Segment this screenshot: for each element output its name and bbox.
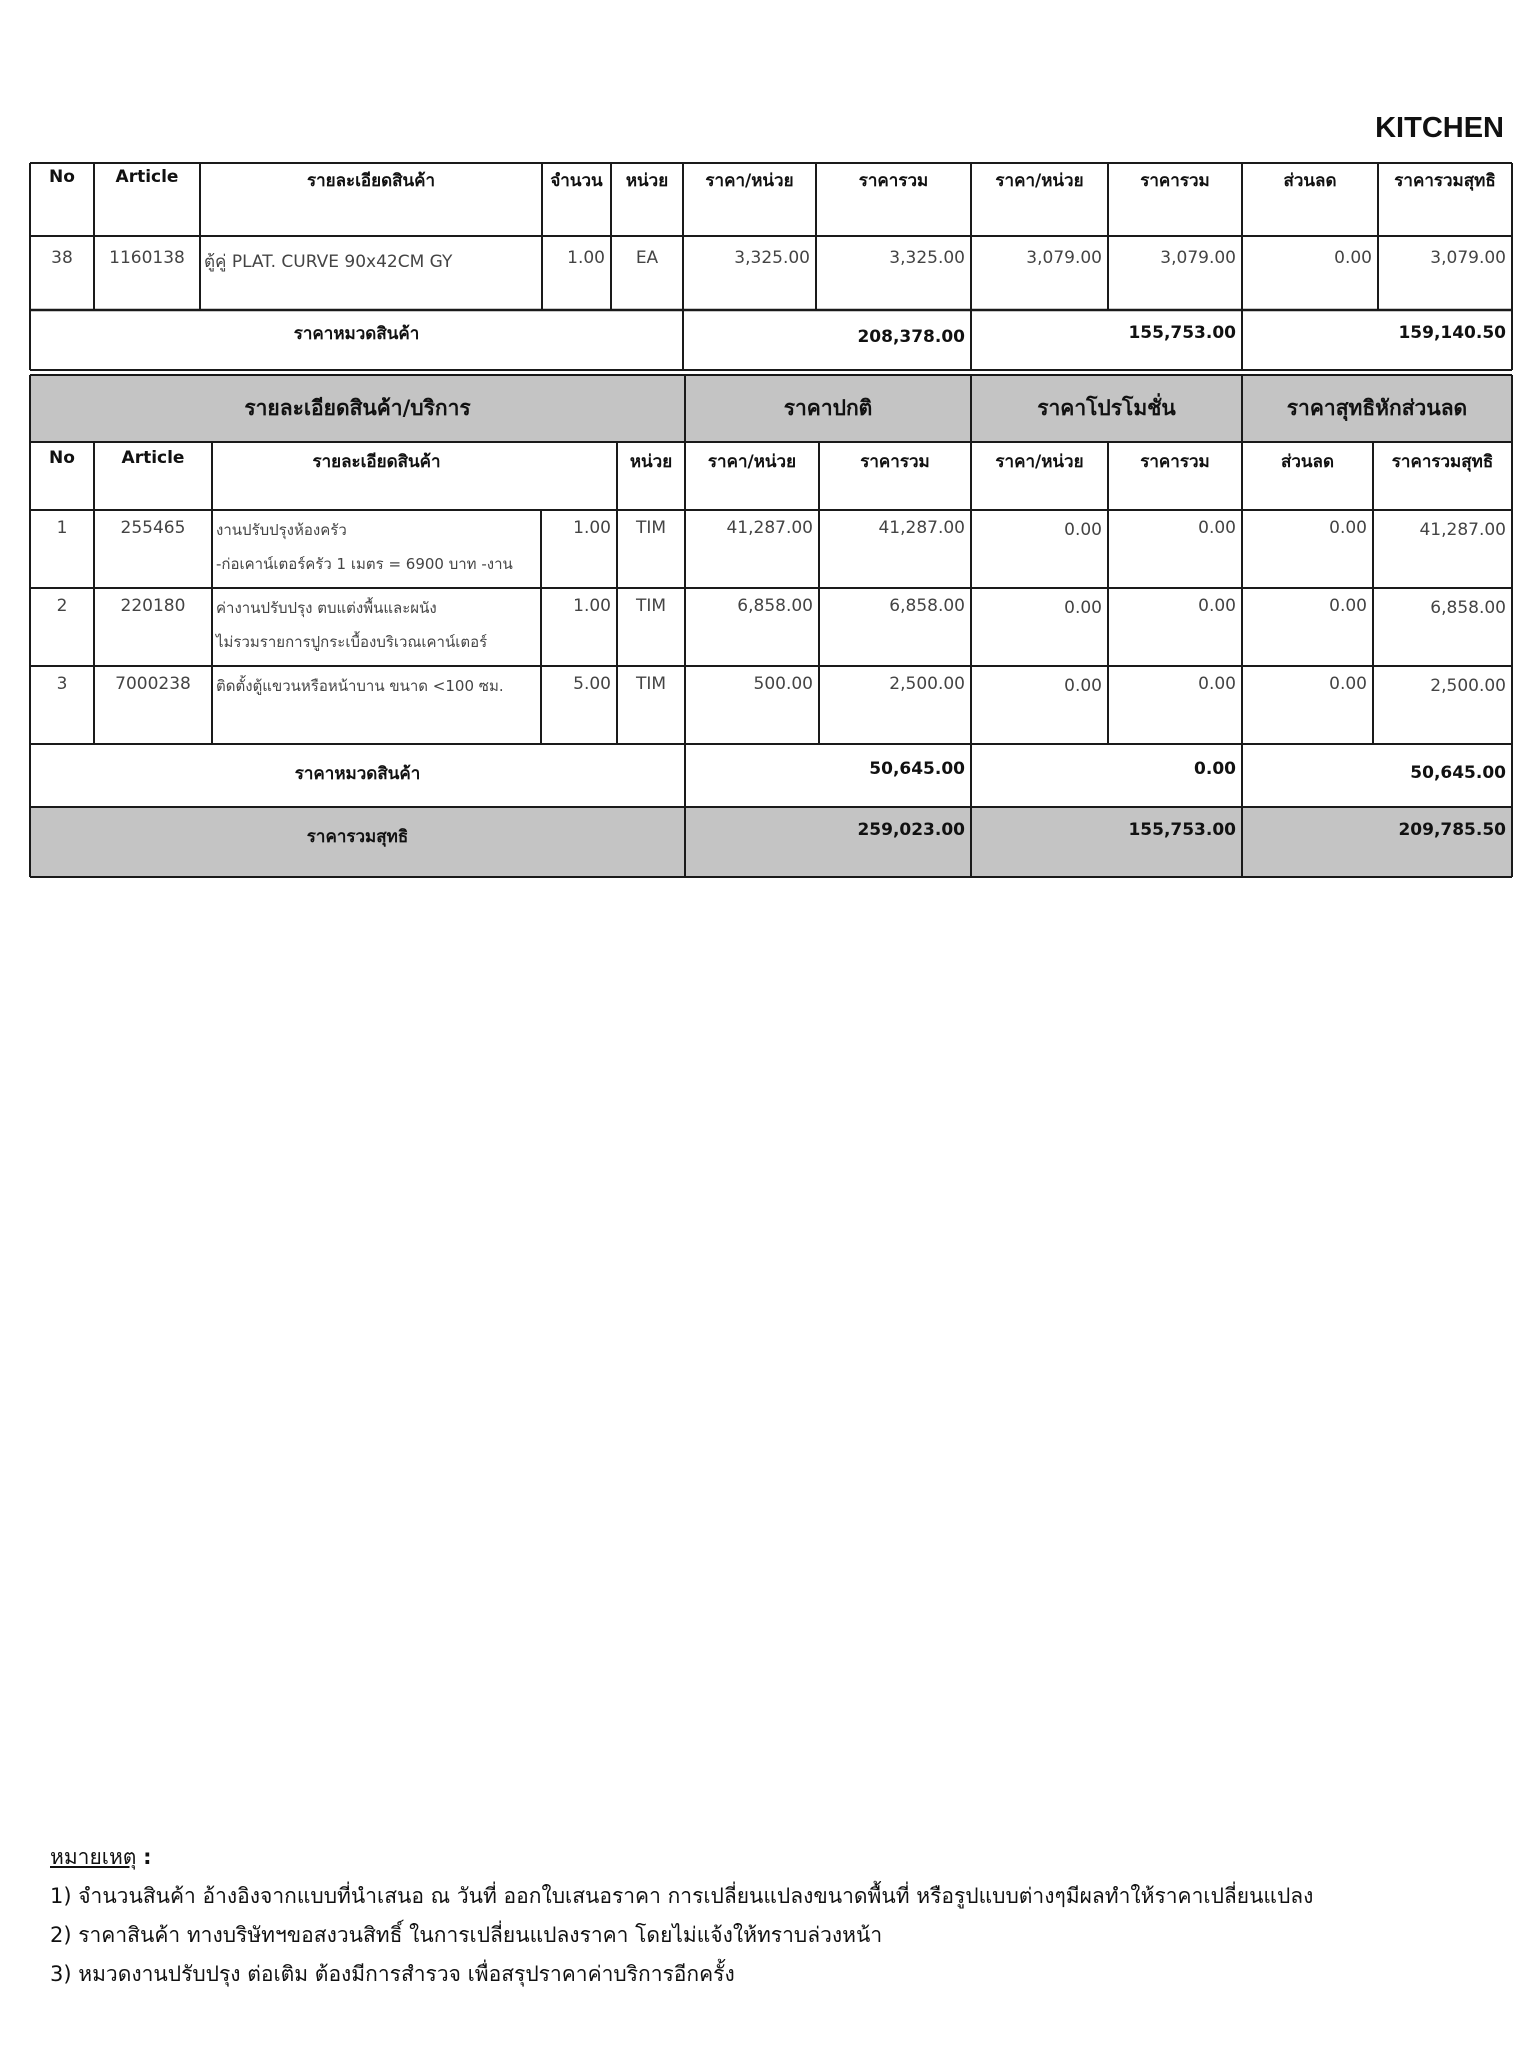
column-header: หน่วย [629,452,673,472]
note-line: 3) หมวดงานปรับปรุง ต่อเติม ต้องมีการสำรวจ เพื่อสรุปราคาค่าบริการอีกครั้ง [50,1962,735,1986]
column-header: ราคารวมสุทธิ [1394,171,1496,191]
grand-total-value: 209,785.50 [1398,820,1506,840]
subtotal-value: 159,140.50 [1398,323,1506,343]
column-header: No [49,167,75,187]
column-header: ราคา/หน่วย [995,452,1084,472]
table-cell: ค่างานปรับปรุง ตบแต่งพื้นและผนัง [216,599,437,617]
subtotal-value: 0.00 [1194,759,1236,779]
column-header: ราคารวม [860,452,930,472]
table-cell: 3,079.00 [1160,248,1236,268]
subtotal-value: 208,378.00 [857,327,965,347]
table-cell: 2 [56,596,68,616]
table-cell: ตู้คู่ PLAT. CURVE 90x42CM GY [204,252,453,272]
table-cell: งานปรับปรุงห้องครัว [216,521,347,539]
table-cell: 41,287.00 [1419,520,1506,540]
column-header: ราคา/หน่วย [707,452,797,472]
table-cell: TIM [635,674,667,694]
table-cell: 1 [56,518,68,538]
grand-total-value: 259,023.00 [857,820,965,840]
column-header: Article [121,448,185,468]
table-cell: 0.00 [1329,596,1367,616]
table-cell: TIM [635,518,667,538]
column-header: No [49,448,75,468]
table-cell: 500.00 [753,674,813,694]
table-cell: 0.00 [1064,520,1102,540]
table-cell: 1160138 [109,248,185,268]
grand-total-label: ราคารวมสุทธิ [306,826,409,847]
column-header: ราคารวม [1140,452,1210,472]
table-cell: 38 [51,248,73,268]
table-cell: 0.00 [1198,674,1236,694]
column-header: หน่วย [625,171,669,191]
table-cell: 0.00 [1198,518,1236,538]
table-cell: 3,079.00 [1026,248,1102,268]
table-cell: 5.00 [573,674,611,694]
table-cell: 0.00 [1334,248,1372,268]
table-cell: EA [635,248,659,268]
column-header: ราคารวม [1140,171,1210,191]
section-header: ราคาโปรโมชั่น [1037,396,1176,420]
table-cell: 0.00 [1329,674,1367,694]
table-cell: 1.00 [573,596,611,616]
column-header: ราคารวมสุทธิ [1391,452,1494,472]
subtotal-value: 155,753.00 [1128,323,1236,343]
notes-label: หมายเหตุ [50,1845,137,1869]
column-header: ส่วนลด [1280,452,1334,472]
column-header: ราคารวม [858,171,929,191]
column-header: จำนวน [550,171,603,191]
table-cell: 6,858.00 [889,596,965,616]
table-cell: TIM [635,596,667,616]
notes-section: หมายเหตุ : 1) จำนวนสินค้า อ้างอิงจากแบบที่นำเสนอ ณ วันที่ ออกใบเสนอราคา การเปลี่ยนแปลงขนาดพื้นที่ หรือรูปแบบต่างๆมีผลทำให้ราคาเปลี่ยนแปลง 2) ราคาสินค้า ทางบริษัทฯขอสงวนสิทธิ์ ในการเปลี่ยนแปลงราคา โดยไม่แจ้งให้ทราบล่วงหน้า 3) หมวดงานปรับปรุง ต่อเติม ต้องมีการสำรวจ เพื่อสรุปราคาค่าบริการอีกครั้ง [50,1838,1313,1994]
table-cell: 3 [56,674,68,694]
column-header: ราคา/หน่วย [995,171,1084,191]
table-cell: ไม่รวมรายการปูกระเบื้องบริเวณเคาน์เตอร์ [216,633,488,651]
column-header: รายละเอียดสินค้า [312,452,441,472]
table-cell: 41,287.00 [878,518,965,538]
subtotal-value: 50,645.00 [1410,763,1506,783]
note-line: 2) ราคาสินค้า ทางบริษัทฯขอสงวนสิทธิ์ ในการเปลี่ยนแปลงราคา โดยไม่แจ้งให้ทราบล่วงหน้า [50,1923,883,1947]
table-cell: 0.00 [1064,676,1102,696]
table-cell: 6,858.00 [737,596,813,616]
table-cell: 7000238 [115,674,191,694]
table-cell: 255465 [120,518,186,538]
table-cell: 0.00 [1198,596,1236,616]
table-cell: ติดตั้งตู้แขวนหรือหน้าบาน ขนาด <100 ซม. [216,677,504,695]
document-title: KITCHEN [1375,112,1504,144]
table-cell: 6,858.00 [1430,598,1506,618]
table-cell: 0.00 [1329,518,1367,538]
column-header: ราคา/หน่วย [705,171,794,191]
table-cell: 1.00 [573,518,611,538]
table-cell: 2,500.00 [1430,676,1506,696]
column-header: รายละเอียดสินค้า [306,171,436,191]
section-header: รายละเอียดสินค้า/บริการ [244,396,471,420]
note-line: 1) จำนวนสินค้า อ้างอิงจากแบบที่นำเสนอ ณ วันที่ ออกใบเสนอราคา การเปลี่ยนแปลงขนาดพื้นที่ หรือรูปแบบต่างๆมีผลทำให้ราคาเปลี่ยนแปลง [50,1884,1314,1908]
table-cell: 0.00 [1064,598,1102,618]
table-cell: 3,079.00 [1430,248,1506,268]
grand-total-value: 155,753.00 [1128,820,1236,840]
table-cell [212,708,541,734]
section-header: ราคาสุทธิหักส่วนลด [1286,396,1468,420]
subtotal-value: 50,645.00 [869,759,965,779]
table-cell: 3,325.00 [734,248,810,268]
section-header: ราคาปกติ [783,396,873,420]
table-cell: 220180 [120,596,186,616]
column-header: ส่วนลด [1283,171,1337,191]
column-header: Article [115,167,179,187]
table-cell: 1.00 [567,248,605,268]
table-cell: -ก่อเคาน์เตอร์ครัว 1 เมตร = 6900 บาท -งาน [216,555,513,573]
subtotal-label: ราคาหมวดสินค้า [293,323,420,344]
table-cell: 41,287.00 [726,518,813,538]
subtotal-label: ราคาหมวดสินค้า [294,763,421,784]
table-cell: 3,325.00 [889,248,965,268]
table-cell: 2,500.00 [889,674,965,694]
